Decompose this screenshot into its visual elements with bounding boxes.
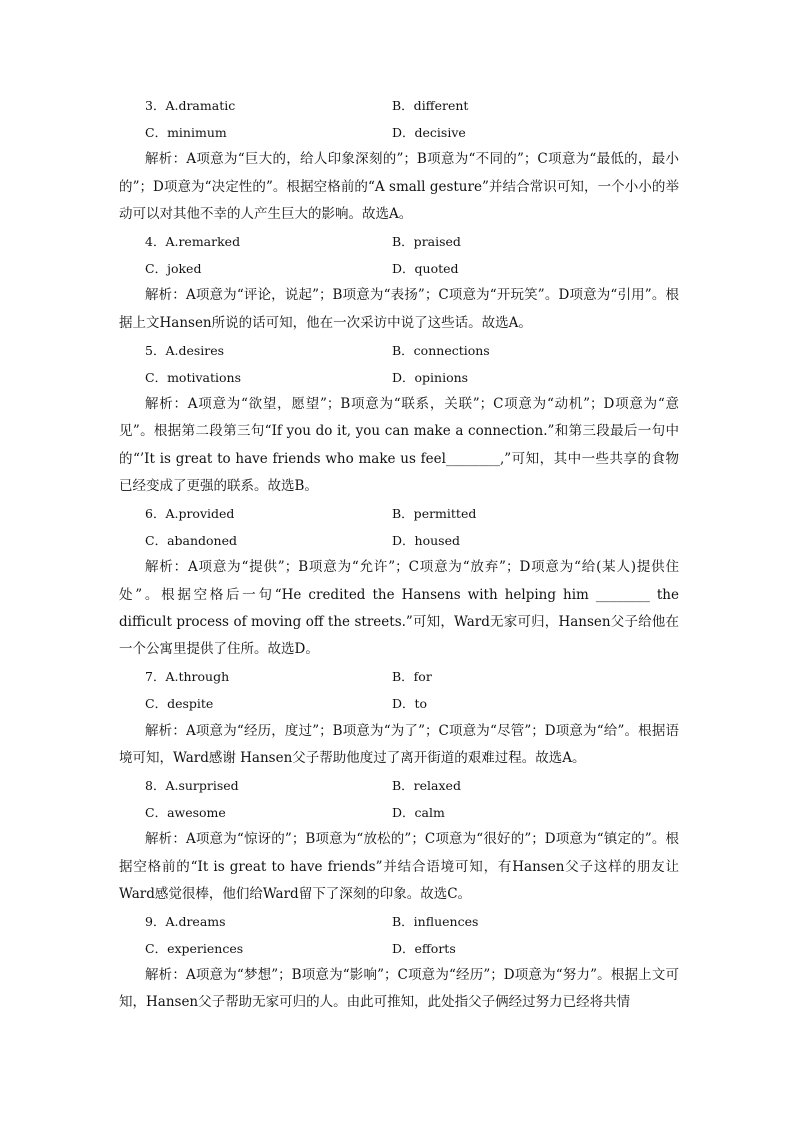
question-5-option-b: B．connections (392, 342, 490, 358)
question-5-options-ab (119, 337, 679, 364)
question-5-explanation: 解析：A项意为“欲望，愿望”；B项意为“联系，关联”；C项意为“动机”；D项意为“意见”。根据第二段第三句“If you do it, you can make a connection.”和第三段最后一句中的“’It is great to have friends who make us feel________,”可知，其中一些共享的食物已经变成了更强的联系。故选B。 (119, 396, 679, 494)
question-8-explanation: 解析：A项意为“惊讶的”；B项意为“放松的”；C项意为“很好的”；D项意为“镇定的”。根据空格前的“It is great to have friends”并结合语境可知，有Hansen父子这样的朋友让Ward感觉很棒，他们给Ward留下了深刻的印象。故选C。 (119, 831, 679, 902)
question-9-option-a: 9．A.dreams (145, 913, 226, 929)
question-3-options-cd (119, 119, 679, 146)
question-9-options-cd (119, 935, 679, 962)
question-6-option-c: C．abandoned (145, 533, 237, 549)
question-5-options-cd (119, 364, 679, 391)
question-7-explanation: 解析：A项意为“经历，度过”；B项意为“为了”；C项意为“尽管”；D项意为“给”。根据语境可知，Ward感谢 Hansen父子帮助他度过了离开街道的艰难过程。故选A。 (119, 722, 679, 766)
answer-explanations (119, 92, 679, 1017)
question-5-option-d: D．opinions (392, 369, 469, 385)
question-8-options-cd (119, 799, 679, 826)
question-3-option-a: 3．A.dramatic (145, 98, 236, 113)
question-9-explanation: 解析：A项意为“梦想”；B项意为“影响”；C项意为“经历”；D项意为“努力”。根据上文可知，Hansen父子帮助无家可归的人。由此可推知，此处指父子俩经过努力已经将共情 (119, 967, 679, 1011)
question-8-option-a: 8．A.surprised (145, 777, 239, 793)
question-8-options-ab (119, 772, 679, 799)
question-3-options-ab (119, 92, 679, 119)
question-7-option-a: 7．A.through (145, 669, 230, 685)
question-6-options-ab (119, 500, 679, 527)
question-7-option-d: D．to (392, 696, 428, 712)
question-6-explanation: 解析：A项意为“提供”；B项意为“允许”；C项意为“放弃”；D项意为“给(某人)提供住处”。根据空格后一句“He credited the Hansens with helping him ________ the difficult process of moving off the streets.”可知，Ward无家可归，Hansen父子给他在一个公寓里提供了住所。故选D。 (119, 559, 679, 657)
question-4-option-b: B．praised (392, 233, 461, 249)
question-8-option-c: C．awesome (145, 805, 226, 821)
question-7-option-c: C．despite (145, 696, 214, 712)
question-6-option-a: 6．A.provided (145, 505, 235, 521)
question-7-options-cd (119, 690, 679, 717)
question-4-option-c: C．joked (145, 261, 202, 277)
question-8-option-b: B．relaxed (392, 777, 461, 793)
question-4-option-d: D．quoted (392, 261, 459, 277)
question-6-option-d: D．housed (392, 533, 460, 549)
question-8-option-d: D．calm (392, 805, 445, 821)
question-4-option-a: 4．A.remarked (145, 233, 241, 249)
question-3-option-c: C．minimum (145, 125, 227, 141)
question-5-option-c: C．motivations (145, 369, 241, 385)
question-7-options-ab (119, 663, 679, 690)
question-6-option-b: B．permitted (392, 505, 477, 521)
question-3-option-d: D．decisive (392, 125, 466, 141)
question-3-explanation: 解析：A项意为“巨大的，给人印象深刻的”；B项意为“不同的”；C项意为“最低的，最小的”；D项意为“决定性的”。根据空格前的“A small gesture”并结合常识可知，一个小小的举动可以对其他不幸的人产生巨大的影响。故选A。 (119, 151, 679, 222)
question-6-options-cd (119, 527, 679, 554)
question-9-options-ab (119, 908, 679, 935)
question-4-explanation: 解析：A项意为“评论，说起”；B项意为“表扬”；C项意为“开玩笑”。D项意为“引用”。根据上文Hansen所说的话可知，他在一次采访中说了这些话。故选A。 (119, 287, 679, 331)
question-9-option-b: B．influences (392, 913, 479, 929)
question-4-options-ab (119, 228, 679, 255)
question-9-option-d: D．efforts (392, 941, 456, 957)
question-5-option-a: 5．A.desires (145, 342, 225, 358)
question-7-option-b: B．for (392, 669, 432, 685)
question-9-option-c: C．experiences (145, 941, 244, 957)
question-4-options-cd (119, 255, 679, 282)
question-3-option-b: B．different (392, 98, 469, 113)
